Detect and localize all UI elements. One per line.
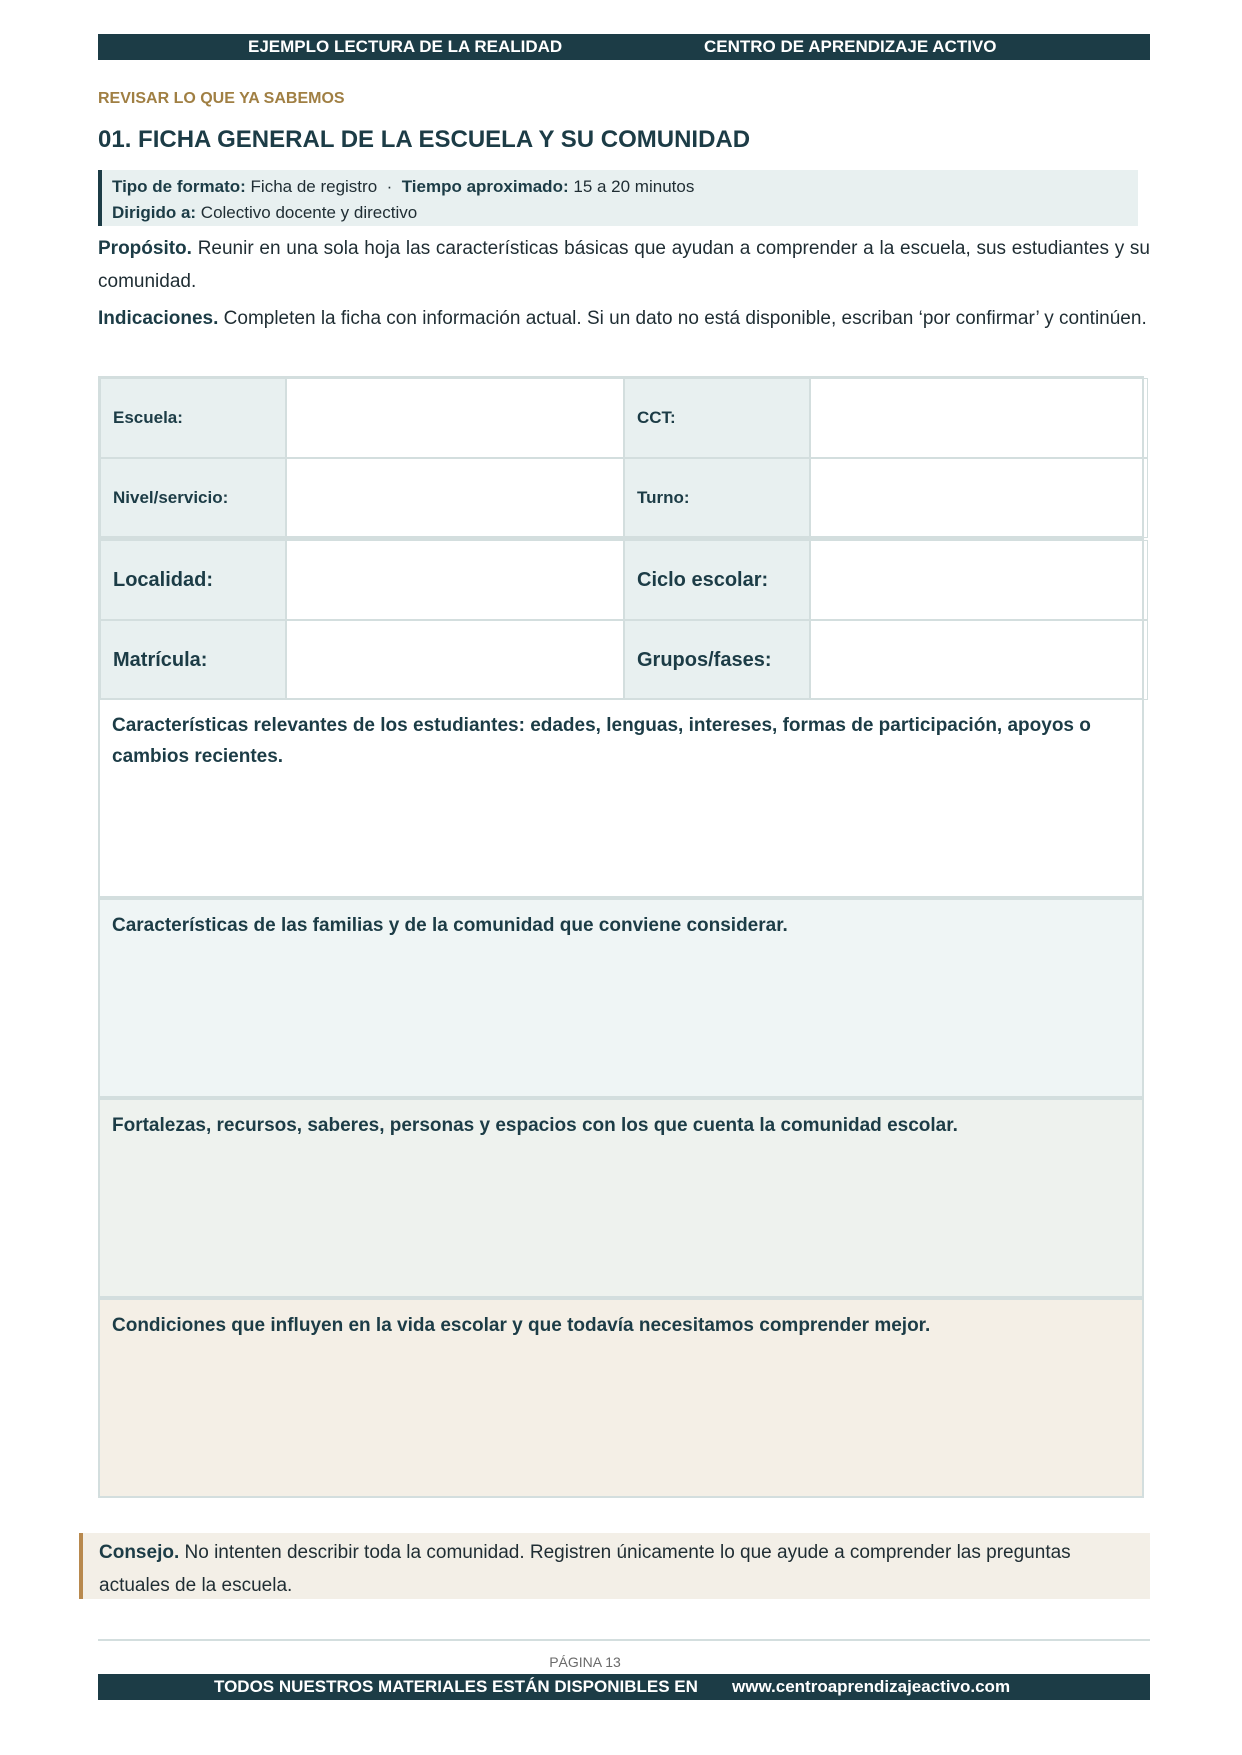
section-kicker: REVISAR LO QUE YA SABEMOS [98,90,345,107]
escuela-field[interactable] [286,378,624,458]
footer-bar [98,1674,1150,1700]
strengths-block-label: Fortalezas, recursos, saberes, personas y espacios con los que cuenta la comunidad escolar. [112,1115,958,1136]
format-value: Ficha de registro [250,177,378,196]
escuela-label: Escuela: [100,378,286,458]
matricula-field[interactable] [286,620,624,700]
tip-label: Consejo. [99,1542,180,1563]
grupos-field[interactable] [810,620,1148,700]
footer-website-link[interactable]: www.centroaprendizajeactivo.com [732,1677,1011,1696]
nivel-field[interactable] [286,458,624,538]
cct-field[interactable] [810,378,1148,458]
strengths-block[interactable] [98,1098,1144,1298]
meta-separator: · [386,177,393,196]
ciclo-field[interactable] [810,540,1148,620]
grupos-label: Grupos/fases: [624,620,810,700]
audience-value: Colectivo docente y directivo [200,203,418,222]
families-block-label: Características de las familias y de la comunidad que conviene considerar. [112,915,788,936]
page-number: PÁGINA 13 [549,1654,621,1670]
header-left-title: EJEMPLO LECTURA DE LA REALIDAD [248,37,563,56]
conditions-block[interactable] [98,1298,1144,1498]
time-value: 15 a 20 minutos [573,177,695,196]
cct-label: CCT: [624,378,810,458]
tip-text: No intenten describir toda la comunidad. Registren únicamente lo que ayude a comprender las preguntas actuales de la escuela. [99,1542,1071,1596]
footer-text: TODOS NUESTROS MATERIALES ESTÁN DISPONIBLES EN [214,1677,698,1696]
header-right-title: CENTRO DE APRENDIZAJE ACTIVO [704,37,997,56]
students-block[interactable] [98,698,1144,898]
time-label: Tiempo aproximado: [401,177,569,196]
format-info-box [98,170,1138,226]
ciclo-label: Ciclo escolar: [624,540,810,620]
footer-divider [98,1639,1150,1641]
localidad-label: Localidad: [100,540,286,620]
conditions-block-label: Condiciones que influyen en la vida escolar y que todavía necesitamos comprender mejor. [112,1315,931,1336]
turno-field[interactable] [810,458,1148,538]
purpose-label: Propósito. [98,238,192,259]
purpose-text: Reunir en una sola hoja las características básicas que ayudan a comprender a la escuela, sus estudiantes y su comunidad. [98,238,1150,292]
purpose-paragraph [98,232,1150,298]
audience-label: Dirigido a: [112,203,197,222]
instructions-text: Completen la ficha con información actual. Si un dato no está disponible, escriban ‘por confirmar’ y continúen. [223,308,1147,329]
nivel-label: Nivel/servicio: [100,458,286,538]
header-bar [98,34,1150,60]
instructions-label: Indicaciones. [98,308,219,329]
families-block[interactable] [98,898,1144,1098]
format-label: Tipo de formato: [112,177,246,196]
tip-box [79,1533,1150,1599]
school-info-table [98,376,1144,540]
students-block-label: Características relevantes de los estudiantes: edades, lenguas, intereses, formas de participación, apoyos o cambios recientes. [112,715,1091,767]
instructions-paragraph [98,302,1150,335]
format-line [112,174,1138,200]
page-title: 01. FICHA GENERAL DE LA ESCUELA Y SU COMUNIDAD [98,126,751,153]
localidad-field[interactable] [286,540,624,620]
school-details-table [98,538,1144,702]
audience-line [112,200,1138,226]
turno-label: Turno: [624,458,810,538]
matricula-label: Matrícula: [100,620,286,700]
